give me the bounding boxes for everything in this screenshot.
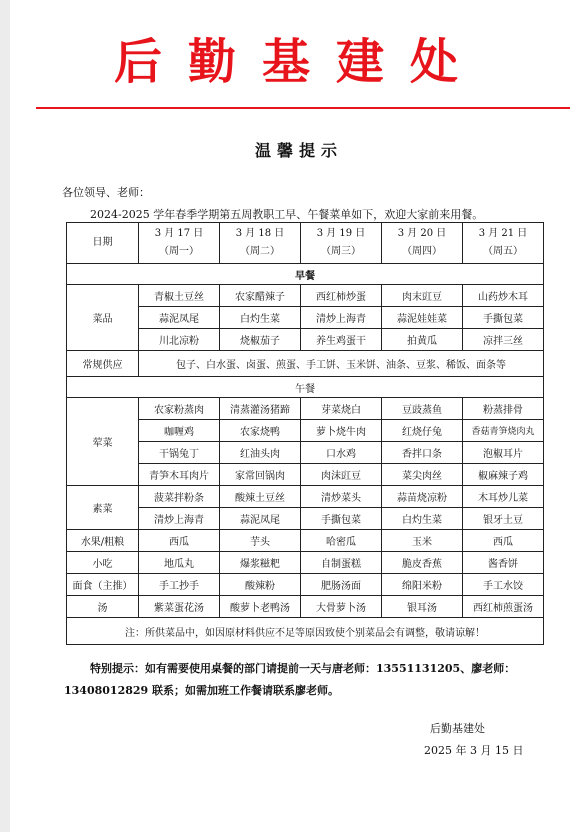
dish-cell: 地瓜丸	[139, 552, 220, 574]
dish-cell: 西瓜	[139, 530, 220, 552]
dish-cell: 红油头肉	[220, 442, 301, 464]
lunch-heading: 午餐	[67, 377, 544, 398]
menu-table	[66, 222, 544, 645]
date-cell	[382, 223, 463, 264]
dish-cell: 手工水饺	[463, 574, 544, 596]
dish-cell: 川北凉粉	[139, 329, 220, 351]
weekday-text: （周四）	[402, 246, 442, 257]
table-row	[67, 307, 544, 329]
dish-cell: 青椒土豆丝	[139, 285, 220, 307]
breakfast-heading: 早餐	[67, 264, 544, 285]
weekday-text: （周一）	[159, 246, 199, 257]
table-row	[67, 552, 544, 574]
special-notice-line2: 13408012829 联系；如需加班工作餐请联系廖老师。	[64, 684, 340, 697]
dish-cell: 大骨萝卜汤	[301, 596, 382, 618]
dish-cell: 绵阳米粉	[382, 574, 463, 596]
dish-cell: 山药炒木耳	[463, 285, 544, 307]
dish-cell: 豆豉蒸鱼	[382, 398, 463, 420]
dish-cell: 肥肠汤面	[301, 574, 382, 596]
lunch-heading-row	[67, 377, 544, 398]
weekday-text: （周二）	[240, 246, 280, 257]
dish-cell: 干锅兔丁	[139, 442, 220, 464]
table-row	[67, 420, 544, 442]
category-label: 菜品	[67, 285, 139, 351]
table-row	[67, 351, 544, 377]
dish-cell: 粉蒸排骨	[463, 398, 544, 420]
dish-cell: 香菇青笋烧肉丸	[463, 420, 544, 442]
table-row	[67, 596, 544, 618]
dish-cell: 西瓜	[463, 530, 544, 552]
dish-cell: 蒜泥娃娃菜	[382, 307, 463, 329]
dish-cell: 蒜苗烧凉粉	[382, 486, 463, 508]
weekday-text: （周三）	[321, 246, 361, 257]
dish-cell: 烧椒茄子	[220, 329, 301, 351]
date-cell	[463, 223, 544, 264]
table-row	[67, 530, 544, 552]
category-label: 汤	[67, 596, 139, 618]
date-cell	[139, 223, 220, 264]
dish-cell: 萝卜烧牛肉	[301, 420, 382, 442]
dish-cell: 肉沫豇豆	[301, 464, 382, 486]
dish-cell: 手撕包菜	[301, 508, 382, 530]
date-label-cell: 日期	[67, 223, 139, 264]
dish-cell: 手撕包菜	[463, 307, 544, 329]
weekday-text: （周五）	[483, 246, 523, 257]
dish-cell: 农家粉蒸肉	[139, 398, 220, 420]
dish-cell: 家常回锅肉	[220, 464, 301, 486]
dish-cell: 农家烧鸭	[220, 420, 301, 442]
intro-text: 2024-2025 学年春季学期第五周教职工早、午餐菜单如下，欢迎大家前来用餐。	[90, 208, 484, 221]
special-notice-line1: 特别提示：如有需要使用桌餐的部门请提前一天与唐老师：13551131205、廖老师：	[90, 662, 516, 675]
dish-cell: 自制蛋糕	[301, 552, 382, 574]
dish-cell: 咖喱鸡	[139, 420, 220, 442]
dish-cell: 肉末豇豆	[382, 285, 463, 307]
category-label: 素菜	[67, 486, 139, 530]
dish-cell: 清炒菜头	[301, 486, 382, 508]
dish-cell: 紫菜蛋花汤	[139, 596, 220, 618]
category-label: 常规供应	[67, 351, 139, 377]
dish-cell: 清蒸灌汤猪蹄	[220, 398, 301, 420]
table-row	[67, 442, 544, 464]
category-label: 小吃	[67, 552, 139, 574]
dish-cell: 手工抄手	[139, 574, 220, 596]
dish-cell: 哈密瓜	[301, 530, 382, 552]
dish-cell: 爆浆糍粑	[220, 552, 301, 574]
dish-cell: 酸辣粉	[220, 574, 301, 596]
dish-cell: 酸萝卜老鸭汤	[220, 596, 301, 618]
table-row	[67, 398, 544, 420]
breakfast-heading-row	[67, 264, 544, 285]
signature-org: 后勤基建处	[430, 722, 485, 735]
dish-cell: 酸辣土豆丝	[220, 486, 301, 508]
dish-cell: 蒜泥凤尾	[139, 307, 220, 329]
dish-cell: 蒜泥凤尾	[220, 508, 301, 530]
date-text: 3 月 17 日	[154, 228, 204, 239]
table-row	[67, 574, 544, 596]
table-row	[67, 464, 544, 486]
notice-title: 温馨提示	[254, 141, 343, 160]
supply-cell: 包子、白水蛋、卤蛋、煎蛋、手工饼、玉米饼、油条、豆浆、稀饭、面条等	[139, 351, 544, 377]
document-page	[10, 0, 588, 832]
dish-cell: 菜尖肉丝	[382, 464, 463, 486]
greeting-text: 各位领导、老师：	[62, 186, 150, 199]
dish-cell: 青笋木耳肉片	[139, 464, 220, 486]
dish-cell: 凉拌三丝	[463, 329, 544, 351]
dish-cell: 芋头	[220, 530, 301, 552]
dish-cell: 养生鸡蛋干	[301, 329, 382, 351]
dish-cell: 脆皮香蕉	[382, 552, 463, 574]
org-banner-title: 后勤基建处	[113, 34, 484, 90]
date-cell	[220, 223, 301, 264]
dish-cell: 菠菜拌粉条	[139, 486, 220, 508]
date-text: 3 月 18 日	[235, 228, 285, 239]
note-row	[67, 618, 544, 645]
dish-cell: 清炒上海青	[301, 307, 382, 329]
dish-cell: 香拌口条	[382, 442, 463, 464]
dish-cell: 泡椒耳片	[463, 442, 544, 464]
dish-cell: 银牙土豆	[463, 508, 544, 530]
dish-cell: 口水鸡	[301, 442, 382, 464]
dish-cell: 白灼生菜	[382, 508, 463, 530]
date-text: 3 月 20 日	[397, 228, 447, 239]
table-row	[67, 329, 544, 351]
date-text: 3 月 19 日	[316, 228, 366, 239]
dish-cell: 芽菜烧白	[301, 398, 382, 420]
category-label: 荤菜	[67, 398, 139, 486]
dish-cell: 玉米	[382, 530, 463, 552]
dish-cell: 农家醋辣子	[220, 285, 301, 307]
category-label: 水果/粗粮	[67, 530, 139, 552]
dish-cell: 椒麻辣子鸡	[463, 464, 544, 486]
dish-cell: 银耳汤	[382, 596, 463, 618]
table-row	[67, 486, 544, 508]
dish-cell: 木耳炒儿菜	[463, 486, 544, 508]
category-label: 面食（主推）	[67, 574, 139, 596]
menu-note: 注：所供菜品中，如因原材料供应不足等原因致使个别菜品会有调整，敬请谅解！	[67, 618, 544, 645]
dish-cell: 拍黄瓜	[382, 329, 463, 351]
dish-cell: 白灼生菜	[220, 307, 301, 329]
date-text: 3 月 21 日	[478, 228, 528, 239]
dish-cell: 西红柿炒蛋	[301, 285, 382, 307]
dish-cell: 西红柿煎蛋汤	[463, 596, 544, 618]
date-row	[67, 223, 544, 264]
dish-cell: 红烧仔兔	[382, 420, 463, 442]
dish-cell: 酱香饼	[463, 552, 544, 574]
signature-date: 2025 年 3 月 15 日	[424, 744, 524, 757]
date-cell	[301, 223, 382, 264]
red-divider-line	[36, 107, 570, 109]
dish-cell: 清炒上海青	[139, 508, 220, 530]
table-row	[67, 285, 544, 307]
table-row	[67, 508, 544, 530]
